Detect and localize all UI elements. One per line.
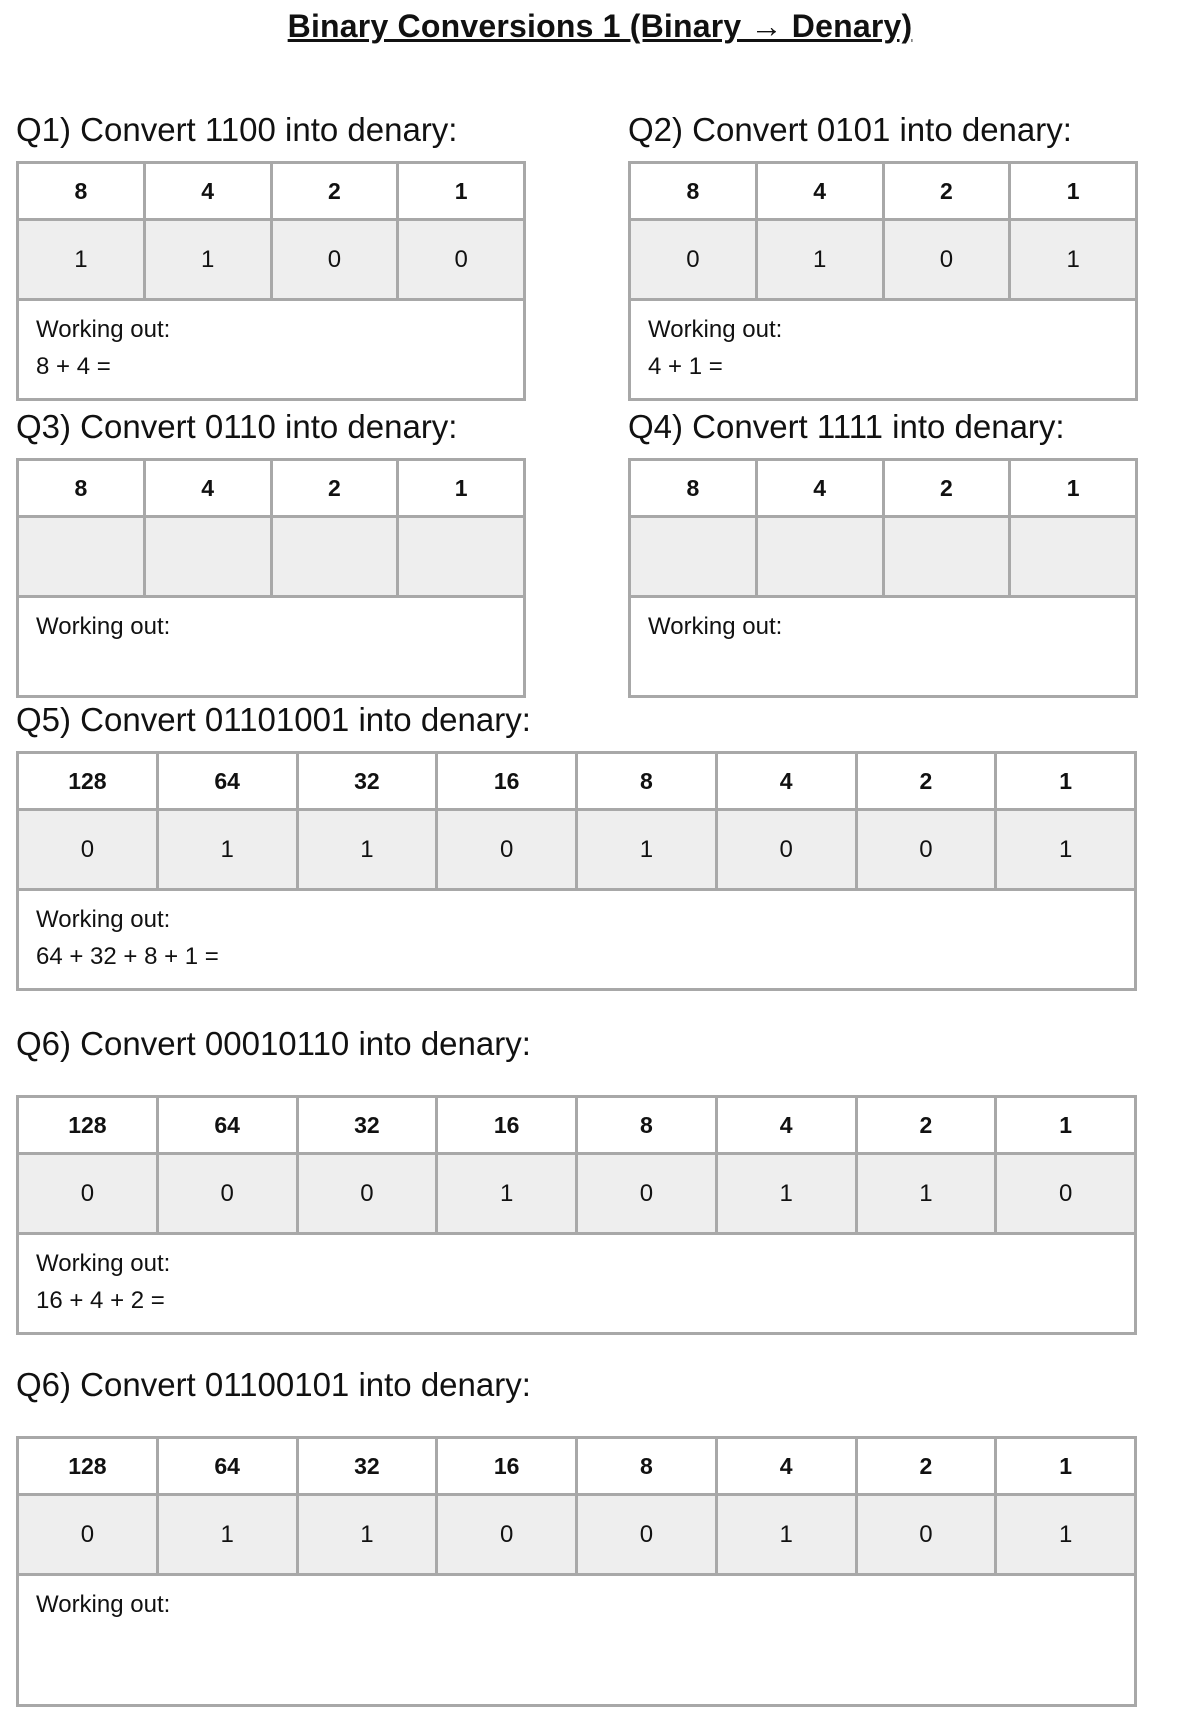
binary-digit-cell: 1 xyxy=(159,1496,299,1573)
binary-digit-cell xyxy=(146,518,273,595)
question-heading: Q6) Convert 01100101 into denary: xyxy=(16,1366,531,1403)
binary-digit-row xyxy=(631,218,1135,301)
place-value-row xyxy=(19,461,523,515)
binary-digit-cell: 0 xyxy=(578,1496,718,1573)
working-out-text: 8 + 4 = xyxy=(36,353,111,380)
place-value-cell: 8 xyxy=(578,1098,718,1152)
place-value-row xyxy=(631,461,1135,515)
place-value-cell: 32 xyxy=(299,1098,439,1152)
working-out-text: 64 + 32 + 8 + 1 = xyxy=(36,943,219,970)
page-title: Binary Conversions 1 (Binary → Denary) xyxy=(287,8,913,44)
binary-digit-cell: 1 xyxy=(1058,1520,1073,1548)
place-value-cell: 1 xyxy=(1059,1111,1073,1138)
binary-digit-row xyxy=(19,808,1134,891)
binary-digit-row xyxy=(19,1493,1134,1576)
binary-digit-cell: 0 xyxy=(885,221,1012,298)
working-out-box xyxy=(19,1576,1134,1704)
place-value-cell: 16 xyxy=(438,754,578,808)
place-value-cell: 4 xyxy=(146,461,273,515)
binary-digit-cell: 0 xyxy=(19,1496,159,1573)
place-value-cell: 2 xyxy=(858,1098,998,1152)
place-value-cell: 16 xyxy=(438,1098,578,1152)
place-value-cell: 64 xyxy=(159,754,299,808)
binary-digit-row xyxy=(631,515,1135,598)
place-value-cell: 1 xyxy=(454,177,468,204)
working-out-label: Working out: xyxy=(648,613,783,640)
binary-digit-cell: 0 xyxy=(159,1155,299,1232)
working-out-label: Working out: xyxy=(36,906,171,933)
conversion-table xyxy=(16,751,1137,991)
conversion-table xyxy=(628,458,1138,698)
question-heading: Q1) Convert 1100 into denary: xyxy=(16,111,458,148)
place-value-cell: 8 xyxy=(19,461,146,515)
place-value-cell: 1 xyxy=(1059,1452,1073,1479)
place-value-cell: 4 xyxy=(718,754,858,808)
working-out-label: Working out: xyxy=(36,1591,171,1618)
place-value-cell: 64 xyxy=(159,1439,299,1493)
working-out-label: Working out: xyxy=(36,316,171,343)
place-value-cell: 1 xyxy=(1059,767,1073,794)
working-out-text: 16 + 4 + 2 = xyxy=(36,1287,165,1314)
working-out-box xyxy=(631,301,1135,398)
question-heading: Q5) Convert 01101001 into denary: xyxy=(16,701,531,738)
binary-digit-cell: 1 xyxy=(718,1496,858,1573)
binary-digit-cell: 1 xyxy=(19,221,146,298)
place-value-cell: 8 xyxy=(19,164,146,218)
place-value-cell: 4 xyxy=(718,1098,858,1152)
question-4 xyxy=(628,410,1138,698)
binary-digit-cell: 0 xyxy=(858,1496,998,1573)
binary-digit-cell: 1 xyxy=(146,221,273,298)
binary-digit-cell: 0 xyxy=(273,221,400,298)
place-value-cell: 128 xyxy=(19,754,159,808)
place-value-cell: 4 xyxy=(758,461,885,515)
question-2 xyxy=(628,113,1138,401)
place-value-row xyxy=(19,1439,1134,1493)
binary-digit-cell: 1 xyxy=(159,811,299,888)
place-value-row xyxy=(19,754,1134,808)
place-value-cell: 8 xyxy=(578,1439,718,1493)
place-value-cell: 4 xyxy=(758,164,885,218)
place-value-cell: 2 xyxy=(885,461,1012,515)
binary-digit-row xyxy=(19,218,523,301)
binary-digit-cell: 0 xyxy=(454,245,468,273)
place-value-cell: 1 xyxy=(1066,177,1080,204)
binary-digit-row xyxy=(19,515,523,598)
place-value-cell: 2 xyxy=(858,1439,998,1493)
binary-digit-cell: 1 xyxy=(718,1155,858,1232)
place-value-row xyxy=(19,164,523,218)
working-out-label: Working out: xyxy=(36,1250,171,1277)
binary-digit-cell xyxy=(19,518,146,595)
binary-digit-cell: 0 xyxy=(438,1496,578,1573)
binary-digit-cell xyxy=(631,518,758,595)
working-out-box xyxy=(19,598,523,695)
place-value-cell: 2 xyxy=(858,754,998,808)
place-value-cell: 16 xyxy=(438,1439,578,1493)
place-value-row xyxy=(631,164,1135,218)
binary-digit-cell: 0 xyxy=(578,1155,718,1232)
binary-digit-cell: 0 xyxy=(718,811,858,888)
conversion-table xyxy=(16,1095,1137,1335)
question-heading: Q4) Convert 1111 into denary: xyxy=(628,408,1065,445)
place-value-cell: 4 xyxy=(146,164,273,218)
conversion-table xyxy=(628,161,1138,401)
place-value-cell: 8 xyxy=(578,754,718,808)
working-out-box xyxy=(19,1235,1134,1332)
question-heading: Q2) Convert 0101 into denary: xyxy=(628,111,1072,148)
binary-digit-cell: 0 xyxy=(438,811,578,888)
binary-digit-cell: 1 xyxy=(1066,245,1080,273)
question-5 xyxy=(16,703,1137,991)
binary-digit-cell: 1 xyxy=(438,1155,578,1232)
binary-digit-cell: 1 xyxy=(299,1496,439,1573)
place-value-cell: 2 xyxy=(273,164,400,218)
place-value-cell: 1 xyxy=(454,474,468,501)
place-value-cell: 8 xyxy=(631,164,758,218)
place-value-cell: 32 xyxy=(299,754,439,808)
place-value-cell: 128 xyxy=(19,1439,159,1493)
binary-digit-cell: 0 xyxy=(299,1155,439,1232)
place-value-cell: 4 xyxy=(718,1439,858,1493)
binary-digit-cell: 1 xyxy=(578,811,718,888)
working-out-box xyxy=(631,598,1135,695)
binary-digit-cell xyxy=(399,518,523,595)
binary-digit-cell: 1 xyxy=(858,1155,998,1232)
binary-digit-cell: 0 xyxy=(1058,1179,1073,1207)
binary-digit-cell xyxy=(885,518,1012,595)
question-6 xyxy=(16,1027,1137,1335)
question-heading: Q6) Convert 00010110 into denary: xyxy=(16,1025,531,1062)
working-out-label: Working out: xyxy=(36,613,171,640)
place-value-cell: 2 xyxy=(885,164,1012,218)
binary-digit-cell: 1 xyxy=(1058,835,1073,863)
binary-digit-cell: 1 xyxy=(299,811,439,888)
binary-digit-cell xyxy=(758,518,885,595)
place-value-cell: 8 xyxy=(631,461,758,515)
binary-digit-cell: 1 xyxy=(758,221,885,298)
place-value-cell: 128 xyxy=(19,1098,159,1152)
question-3 xyxy=(16,410,526,698)
working-out-box xyxy=(19,301,523,398)
binary-digit-cell: 0 xyxy=(19,1155,159,1232)
place-value-cell: 32 xyxy=(299,1439,439,1493)
conversion-table xyxy=(16,1436,1137,1707)
binary-digit-cell xyxy=(273,518,400,595)
working-out-text: 4 + 1 = xyxy=(648,353,723,380)
question-7 xyxy=(16,1368,1137,1707)
working-out-label: Working out: xyxy=(648,316,783,343)
place-value-row xyxy=(19,1098,1134,1152)
question-heading: Q3) Convert 0110 into denary: xyxy=(16,408,458,445)
place-value-cell: 64 xyxy=(159,1098,299,1152)
binary-digit-cell: 0 xyxy=(858,811,998,888)
question-1 xyxy=(16,113,526,401)
conversion-table xyxy=(16,458,526,698)
place-value-cell: 1 xyxy=(1066,474,1080,501)
place-value-cell: 2 xyxy=(273,461,400,515)
binary-digit-cell: 0 xyxy=(19,811,159,888)
binary-digit-row xyxy=(19,1152,1134,1235)
conversion-table xyxy=(16,161,526,401)
binary-digit-cell: 0 xyxy=(631,221,758,298)
working-out-box xyxy=(19,891,1134,988)
binary-digit-cell xyxy=(1011,518,1135,595)
